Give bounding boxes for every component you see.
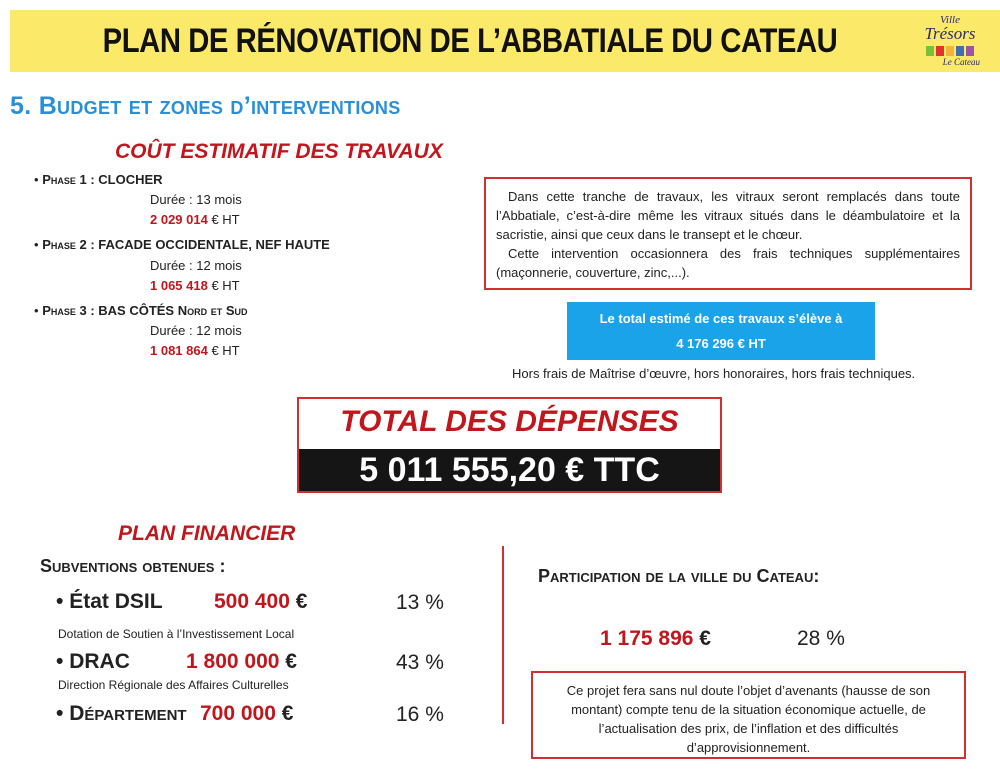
phase-3-label: • Phase 3 : BAS CÔTÉS Nord et Sud [34,303,248,318]
funder-drac-name: • DRAC [56,650,130,673]
funder-drac-percent: 43 % [396,651,444,674]
logo-line1: Ville [940,14,960,26]
page-title: PLAN DE RÉNOVATION DE L’ABBATIALE DU CATEAU [102,21,838,60]
column-divider [502,546,504,724]
total-value-band [299,449,720,491]
plan-title: PLAN FINANCIER [118,522,296,545]
phase-1-amount: 2 029 014 € HT [150,212,240,227]
estimate-value: 4 176 296 € HT [676,336,766,351]
estimate-box [567,302,875,360]
logo-line3: Le Cateau [942,57,980,67]
logo-bar [926,46,934,56]
funder-departement-percent: 16 % [396,703,444,726]
logo-line2: Trésors [924,24,976,43]
works-note-paragraph: Dans cette tranche de travaux, les vitraux seront remplacés dans toute l’Abbatiale, c’est-à-dire même les vitraux situés dans le déambulatoire et la sacristie, ainsi que ceux dans le transept et le chœur. [496,189,960,242]
total-value: 5 011 555,20 € TTC [359,451,660,489]
funder-drac-amount: 1 800 000 € [186,650,297,673]
city-participation-title: Participation de la ville du Cateau: [538,566,820,586]
phase-1-label: • Phase 1 : CLOCHER [34,172,163,187]
city-participation-amount: 1 175 896 € [600,627,711,650]
funder-dsil-amount: 500 400 € [214,590,308,613]
phase-3-amount: 1 081 864 € HT [150,343,240,358]
phase-2-label: • Phase 2 : FACADE OCCIDENTALE, NEF HAUTE [34,237,330,252]
header-banner [10,10,1000,72]
logo-bar [956,46,964,56]
funder-departement-name: • Département [56,702,187,725]
phase-3-duration: Durée : 12 mois [150,323,242,338]
logo-bar [936,46,944,56]
phase-2-duration: Durée : 12 mois [150,258,242,273]
logo-bar [966,46,974,56]
total-label: TOTAL DES DÉPENSES [340,405,679,438]
section-title: 5. Budget et zones d’interventions [10,92,401,120]
phase-2-amount: 1 065 418 € HT [150,278,240,293]
funder-dsil-percent: 13 % [396,591,444,614]
cost-title: COÛT ESTIMATIF DES TRAVAUX [115,140,443,163]
funder-dsil-description: Dotation de Soutien à l’Investissement Local [58,627,295,641]
logo-bar [946,46,954,56]
funder-departement-amount: 700 000 € [200,702,294,725]
ville-tresors-logo [920,14,980,70]
logo-color-bars [926,46,974,56]
funder-dsil-name: • État DSIL [56,590,163,613]
total-expenses-box [297,397,722,493]
works-note-box [484,177,972,290]
phase-1-duration: Durée : 13 mois [150,192,242,207]
estimate-label: Le total estimé de ces travaux s’élève à [599,311,843,326]
amendment-note-box: Ce projet fera sans nul doute l’objet d’avenants (hausse de son montant) compte tenu de la situation économique actuelle, de l’actualisation des prix, de l’inflation et des difficultés d’approvisionnement. [531,671,966,759]
city-participation-percent: 28 % [797,627,845,650]
works-note-paragraph: Cette intervention occasionnera des frais techniques supplémentaires (maçonnerie, couverture, zinc,...). [496,246,960,280]
subsidies-title: Subventions obtenues : [40,556,226,576]
estimate-footnote: Hors frais de Maîtrise d’œuvre, hors honoraires, hors frais techniques. [512,366,916,381]
funder-drac-description: Direction Régionale des Affaires Culturelles [58,678,289,692]
